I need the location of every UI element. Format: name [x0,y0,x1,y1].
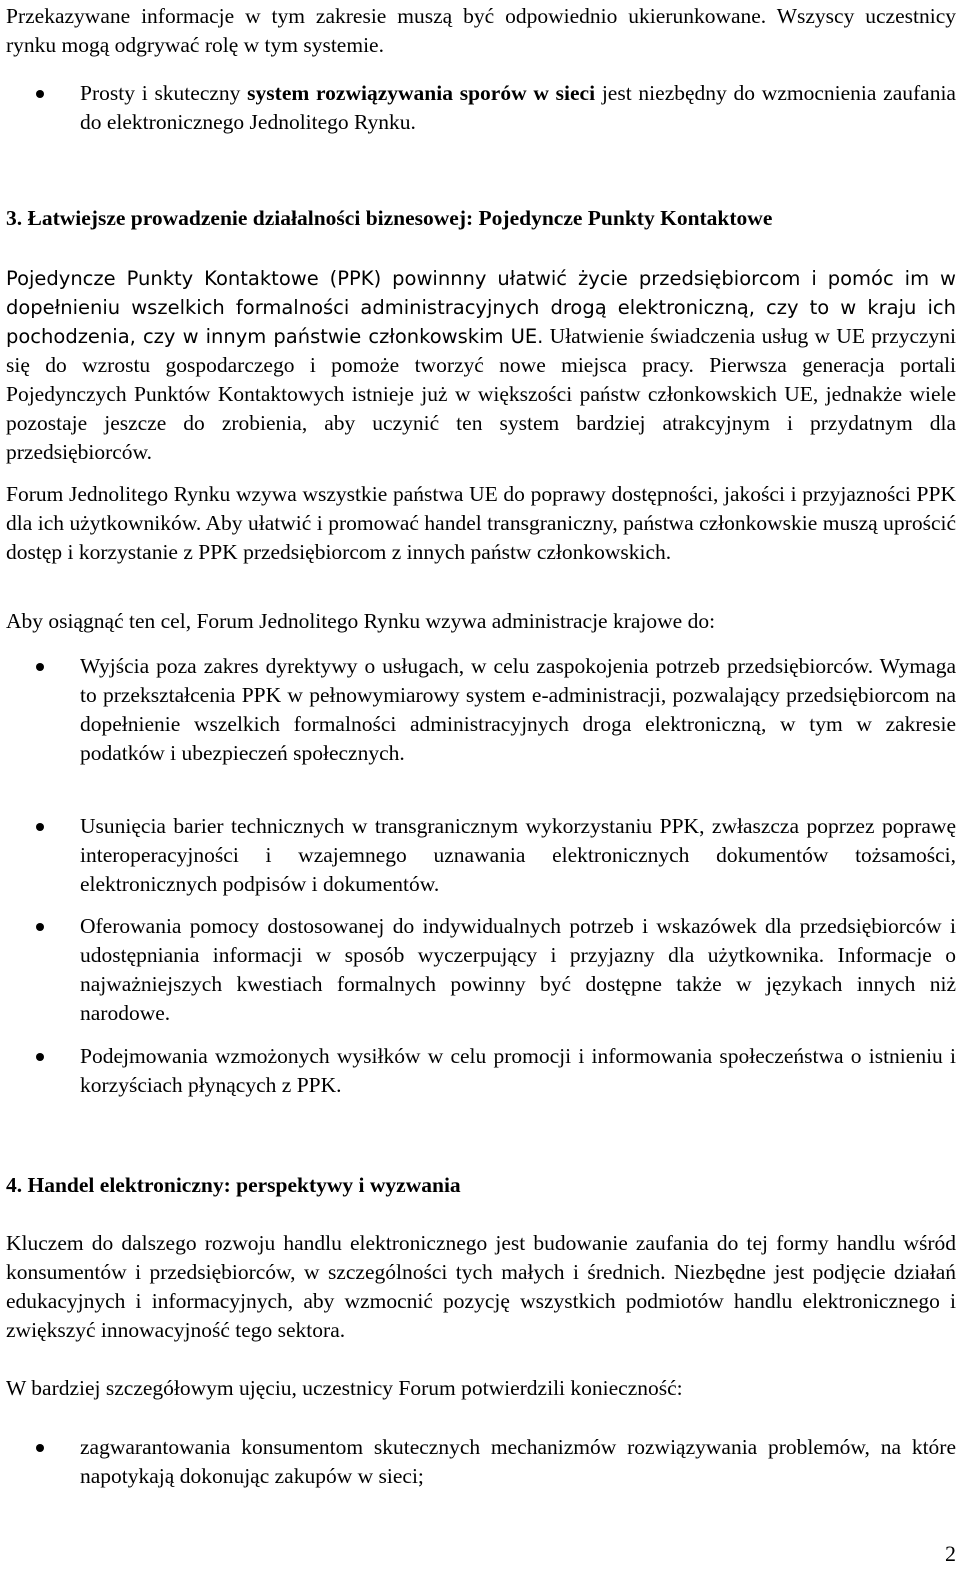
section-4-para2: W bardziej szczegółowym ujęciu, uczestnicy Forum potwierdzili konieczność: [6,1376,683,1400]
section-4-heading: 4. Handel elektroniczny: perspektywy i wyzwania [6,1173,461,1197]
section-3-para2: Forum Jednolitego Rynku wzywa wszystkie państwa UE do poprawy dostępności, jakości i przyjazności PPK dla ich użytkowników. Aby ułatwić i promować handel transgraniczny, państwa członkowskie muszą uprościć dostęp i korzystanie z PPK przedsiębiorcom z innych państw członkowskich. [6,482,956,564]
intro-paragraph: Przekazywane informacje w tym zakresie muszą być odpowiednio ukierunkowane. Wszyscy uczestnicy rynku mogą odgrywać rolę w tym systemie. [6,4,956,57]
list-item [6,652,956,768]
section-3-bullet-4 [6,1042,956,1100]
list-item-text: zagwarantowania konsumentom skutecznych mechanizmów rozwiązywania problemów, na które napotykają dokonując zakupów w sieci; [80,1435,956,1488]
section-3-paragraph-1 [6,264,956,467]
bullet-bold-text: system rozwiązywania sporów w sieci [247,81,596,105]
list-item-text: Oferowania pomocy dostosowanej do indywidualnych potrzeb i wskazówek dla przedsiębiorców i udostępniania informacji w sposób wyczerpujący i przyjazny dla użytkownika. Informacje o najważniejszych kwestiach formalnych powinny być dostępne także w językach innych niż narodowe. [80,914,956,1025]
list-item [6,912,956,1028]
list-item [6,1042,956,1100]
section-4-para1: Kluczem do dalszego rozwoju handlu elektronicznego jest budowanie zaufania do tej formy handlu wśród konsumentów i przedsiębiorców, w szczególności tych małych i średnich. Niezbędne jest podjęcie działań edukacyjnych i informacyjnych, aby wzmocnić pozycję wszystkich podmiotów handlu elektronicznego i zwiększyć innowacyjność tego sektora. [6,1231,956,1342]
list-item-text: Usunięcia barier technicznych w transgranicznym wykorzystaniu PPK, zwłaszcza poprzez poprawę interoperacyjności i wzajemnego uznawania elektronicznych dokumentów tożsamości, elektronicznych podpisów i dokumentów. [80,814,956,896]
section-3-paragraph-2 [6,480,956,567]
intro-bullet-list [6,79,956,137]
page-number: 2 [945,1541,956,1566]
list-item [6,79,956,137]
bullet-icon [36,663,44,671]
intro-section [6,2,956,60]
bullet-suffix: jest niezbędny do wzmocnienia zaufania do elektronicznego Jednolitego Rynku. [80,81,956,134]
section-4-bullet-1 [6,1433,956,1491]
section-3-bullet-2 [6,812,956,899]
bullet-icon [36,1053,44,1061]
section-3-para3: Aby osiągnąć ten cel, Forum Jednolitego Rynku wzywa administracje krajowe do: [6,609,716,633]
section-3-para1-rest: Ułatwienie świadczenia usług w UE przyczyni się do wzrostu gospodarczego i pomoże tworzyć nowe miejsca pracy. Pierwsza generacja portali Pojedynczych Punktów Kontaktowych istnieje już w większości państw członkowskich UE, jednakże wiele pozostaje jeszcze do zrobienia, aby uczynić ten system bardziej atrakcyjnym i przydatnym dla przedsiębiorców. [6,324,957,464]
bullet-prefix: Prosty i skuteczny [80,81,248,105]
section-3-paragraph-3 [6,607,956,636]
bullet-icon [36,923,44,931]
bullet-icon [36,823,44,831]
section-3-para1-sans: Pojedyncze Punkty Kontaktowe (PPK) powinnny ułatwić życie przedsiębiorcom i pomóc im w dopełnieniu wszelkich formalności administracyjnych drogą elektroniczną, czy to w kraju ich pochodzenia, czy w innym państwie członkowskim UE. [6,267,956,348]
list-item-text: Wyjścia poza zakres dyrektywy o usługach, w celu zaspokojenia potrzeb przedsiębiorców. Wymaga to przekształcenia PPK w pełnowymiarowy system e-administracji, pozwalający przedsiębiorcom na dopełnienie wszelkich formalności administracyjnych droga elektroniczną, w tym w zakresie podatków i ubezpieczeń społecznych. [80,654,956,765]
section-4-paragraph-1 [6,1229,956,1345]
section-3-bullet-3 [6,912,956,1028]
bullet-icon [36,1444,44,1452]
list-item [6,1433,956,1491]
bullet-icon [36,90,44,98]
list-item-text: Podejmowania wzmożonych wysiłków w celu promocji i informowania społeczeństwa o istnieniu i korzyściach płynących z PPK. [80,1044,956,1097]
section-4-paragraph-2 [6,1374,956,1403]
list-item [6,812,956,899]
section-3-heading: 3. Łatwiejsze prowadzenie działalności biznesowej: Pojedyncze Punkty Kontaktowe [6,206,773,230]
section-3-bullet-1 [6,652,956,768]
